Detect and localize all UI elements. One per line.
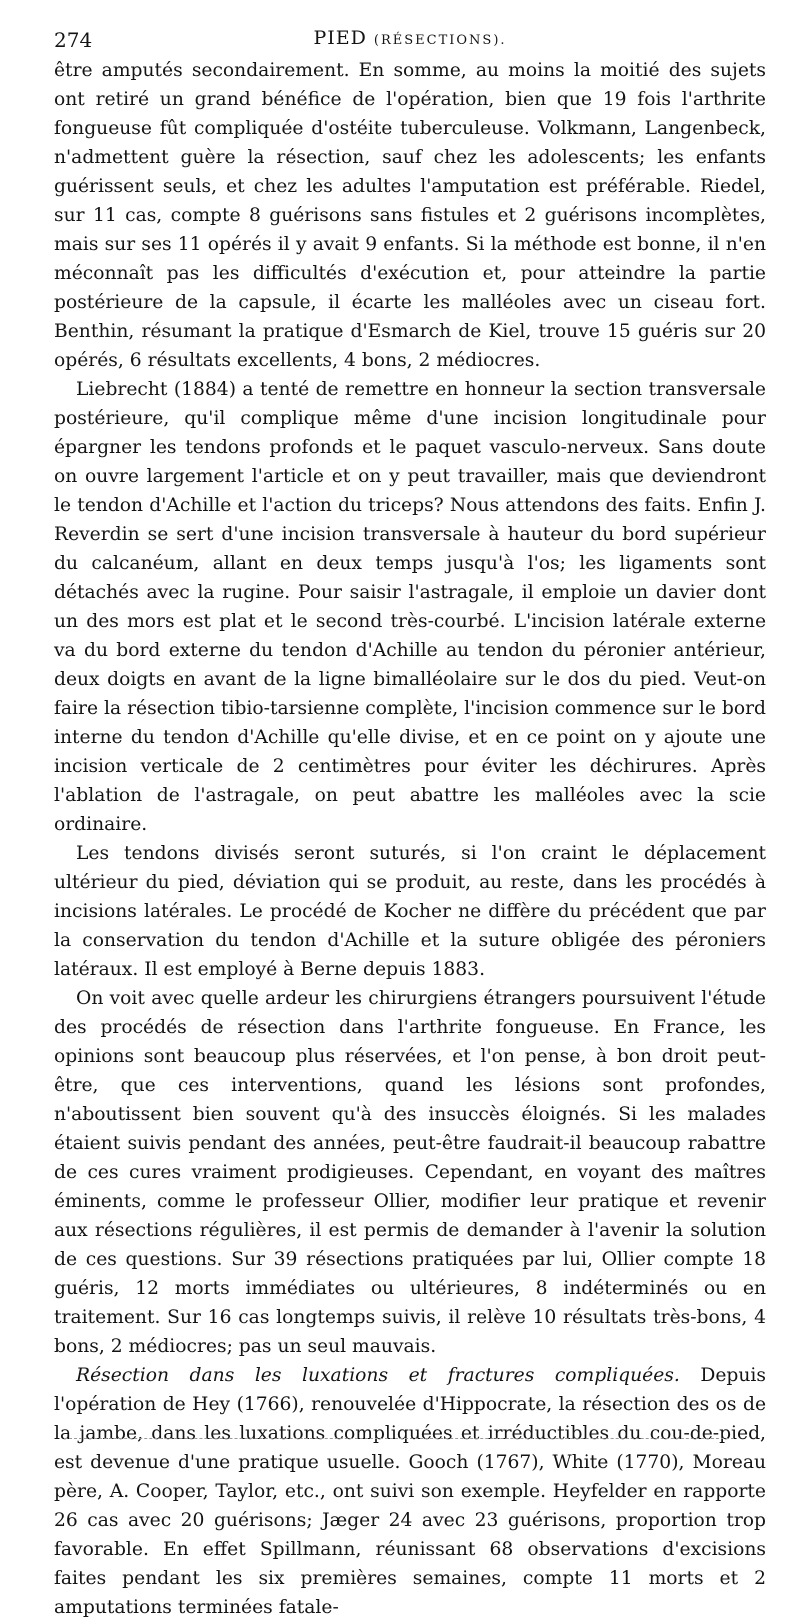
paragraph-4 xyxy=(54,984,766,1361)
page-header xyxy=(54,22,766,56)
body-text xyxy=(54,56,766,1622)
footer-scan-rule xyxy=(64,1438,734,1439)
paragraph-2 xyxy=(54,375,766,839)
running-title-sub: (RÉSECTIONS). xyxy=(373,33,507,48)
running-title xyxy=(54,27,766,49)
running-title-main: PIED xyxy=(313,27,367,49)
paragraph-3 xyxy=(54,839,766,984)
section-heading-italic: Résection dans les luxations et fractures compliquées. xyxy=(76,1365,680,1386)
paragraph-5 xyxy=(54,1361,766,1622)
paragraph-text: Liebrecht (1884) a tenté de remettre en honneur la section transversale postérieure, qu'il complique même d'une incision longitudinale pour épargner les tendons profonds et le paquet vasculo-nerveux. Sans doute on ouvre largement l'article et on y peut travailler, mais que deviendront le tendon d'Achille et l'action du triceps? Nous attendons des faits. Enfin J. Reverdin se sert d'une incision transversale à hauteur du bord supérieur du calcanéum, allant en deux temps jusqu'à l'os; les ligaments sont détachés avec la rugine. Pour saisir l'astragale, il emploie un davier dont un des mors est plat et le second très-courbé. L'incision latérale externe va du bord externe du tendon d'Achille au tendon du péronier antérieur, deux doigts en avant de la ligne bimalléolaire sur le dos du pied. Veut-on faire la résection tibio-tarsienne complète, l'incision commence sur le bord interne du tendon d'Achille qu'elle divise, et en ce point on y ajoute une incision verticale de 2 centimètres pour éviter les déchirures. Après l'ablation de l'astragale, on peut abattre les malléoles avec la scie ordinaire. xyxy=(54,379,766,835)
paragraph-text: Depuis l'opération de Hey (1766), renouvelée d'Hippocrate, la résection des os de la jambe, dans les luxations compliquées et irréductibles du cou-de-pied, est devenue d'une pratique usuelle. Gooch (1767), White (1770), Moreau père, A. Cooper, Taylor, etc., ont suivi son exemple. Heyfelder en rapporte 26 cas avec 20 guérisons; Jæger 24 avec 23 guérisons, proportion trop favorable. En effet Spillmann, réunissant 68 observations d'excisions faites pendant les six premières semaines, compte 11 morts et 2 amputations terminées fatale- xyxy=(54,1365,766,1618)
paragraph-text: être amputés secondairement. En somme, au moins la moitié des sujets ont retiré un grand bénéfice de l'opération, bien que 19 fois l'arthrite fongueuse fût compliquée d'ostéite tuberculeuse. Volkmann, Langenbeck, n'admettent guère la résection, sauf chez les adolescents; les enfants guérissent seuls, et chez les adultes l'amputation est préférable. Riedel, sur 11 cas, compte 8 guérisons sans fistules et 2 guérisons incomplètes, mais sur ses 11 opérés il y avait 9 enfants. Si la méthode est bonne, il n'en méconnaît pas les difficultés d'exécution et, pour atteindre la partie postérieure de la capsule, il écarte les malléoles avec un ciseau fort. Benthin, résumant la pratique d'Esmarch de Kiel, trouve 15 guéris sur 20 opérés, 6 résultats excellents, 4 bons, 2 médiocres. xyxy=(54,60,766,371)
document-page xyxy=(54,22,766,1622)
paragraph-text: Les tendons divisés seront suturés, si l'on craint le déplacement ultérieur du pied, déviation qui se produit, au reste, dans les procédés à incisions latérales. Le procédé de Kocher ne diffère du précédent que par la conservation du tendon d'Achille et la suture obligée des péroniers latéraux. Il est employé à Berne depuis 1883. xyxy=(54,843,766,980)
paragraph-1 xyxy=(54,56,766,375)
page-number: 274 xyxy=(54,28,93,52)
paragraph-text: On voit avec quelle ardeur les chirurgiens étrangers poursuivent l'étude des procédés de résection dans l'arthrite fongueuse. En France, les opinions sont beaucoup plus réservées, et l'on pense, à bon droit peut-être, que ces interventions, quand les lésions sont profondes, n'aboutissent bien souvent qu'à des insuccès éloignés. Si les malades étaient suivis pendant des années, peut-être faudrait-il beaucoup rabattre de ces cures vraiment prodigieuses. Cependant, en voyant des maîtres éminents, comme le professeur Ollier, modifier leur pratique et revenir aux résections régulières, il est permis de demander à l'avenir la solution de ces questions. Sur 39 résections pratiquées par lui, Ollier compte 18 guéris, 12 morts immédiates ou ultérieures, 8 indéterminés ou en traitement. Sur 16 cas longtemps suivis, il relève 10 résultats très-bons, 4 bons, 2 médiocres; pas un seul mauvais. xyxy=(54,988,766,1357)
